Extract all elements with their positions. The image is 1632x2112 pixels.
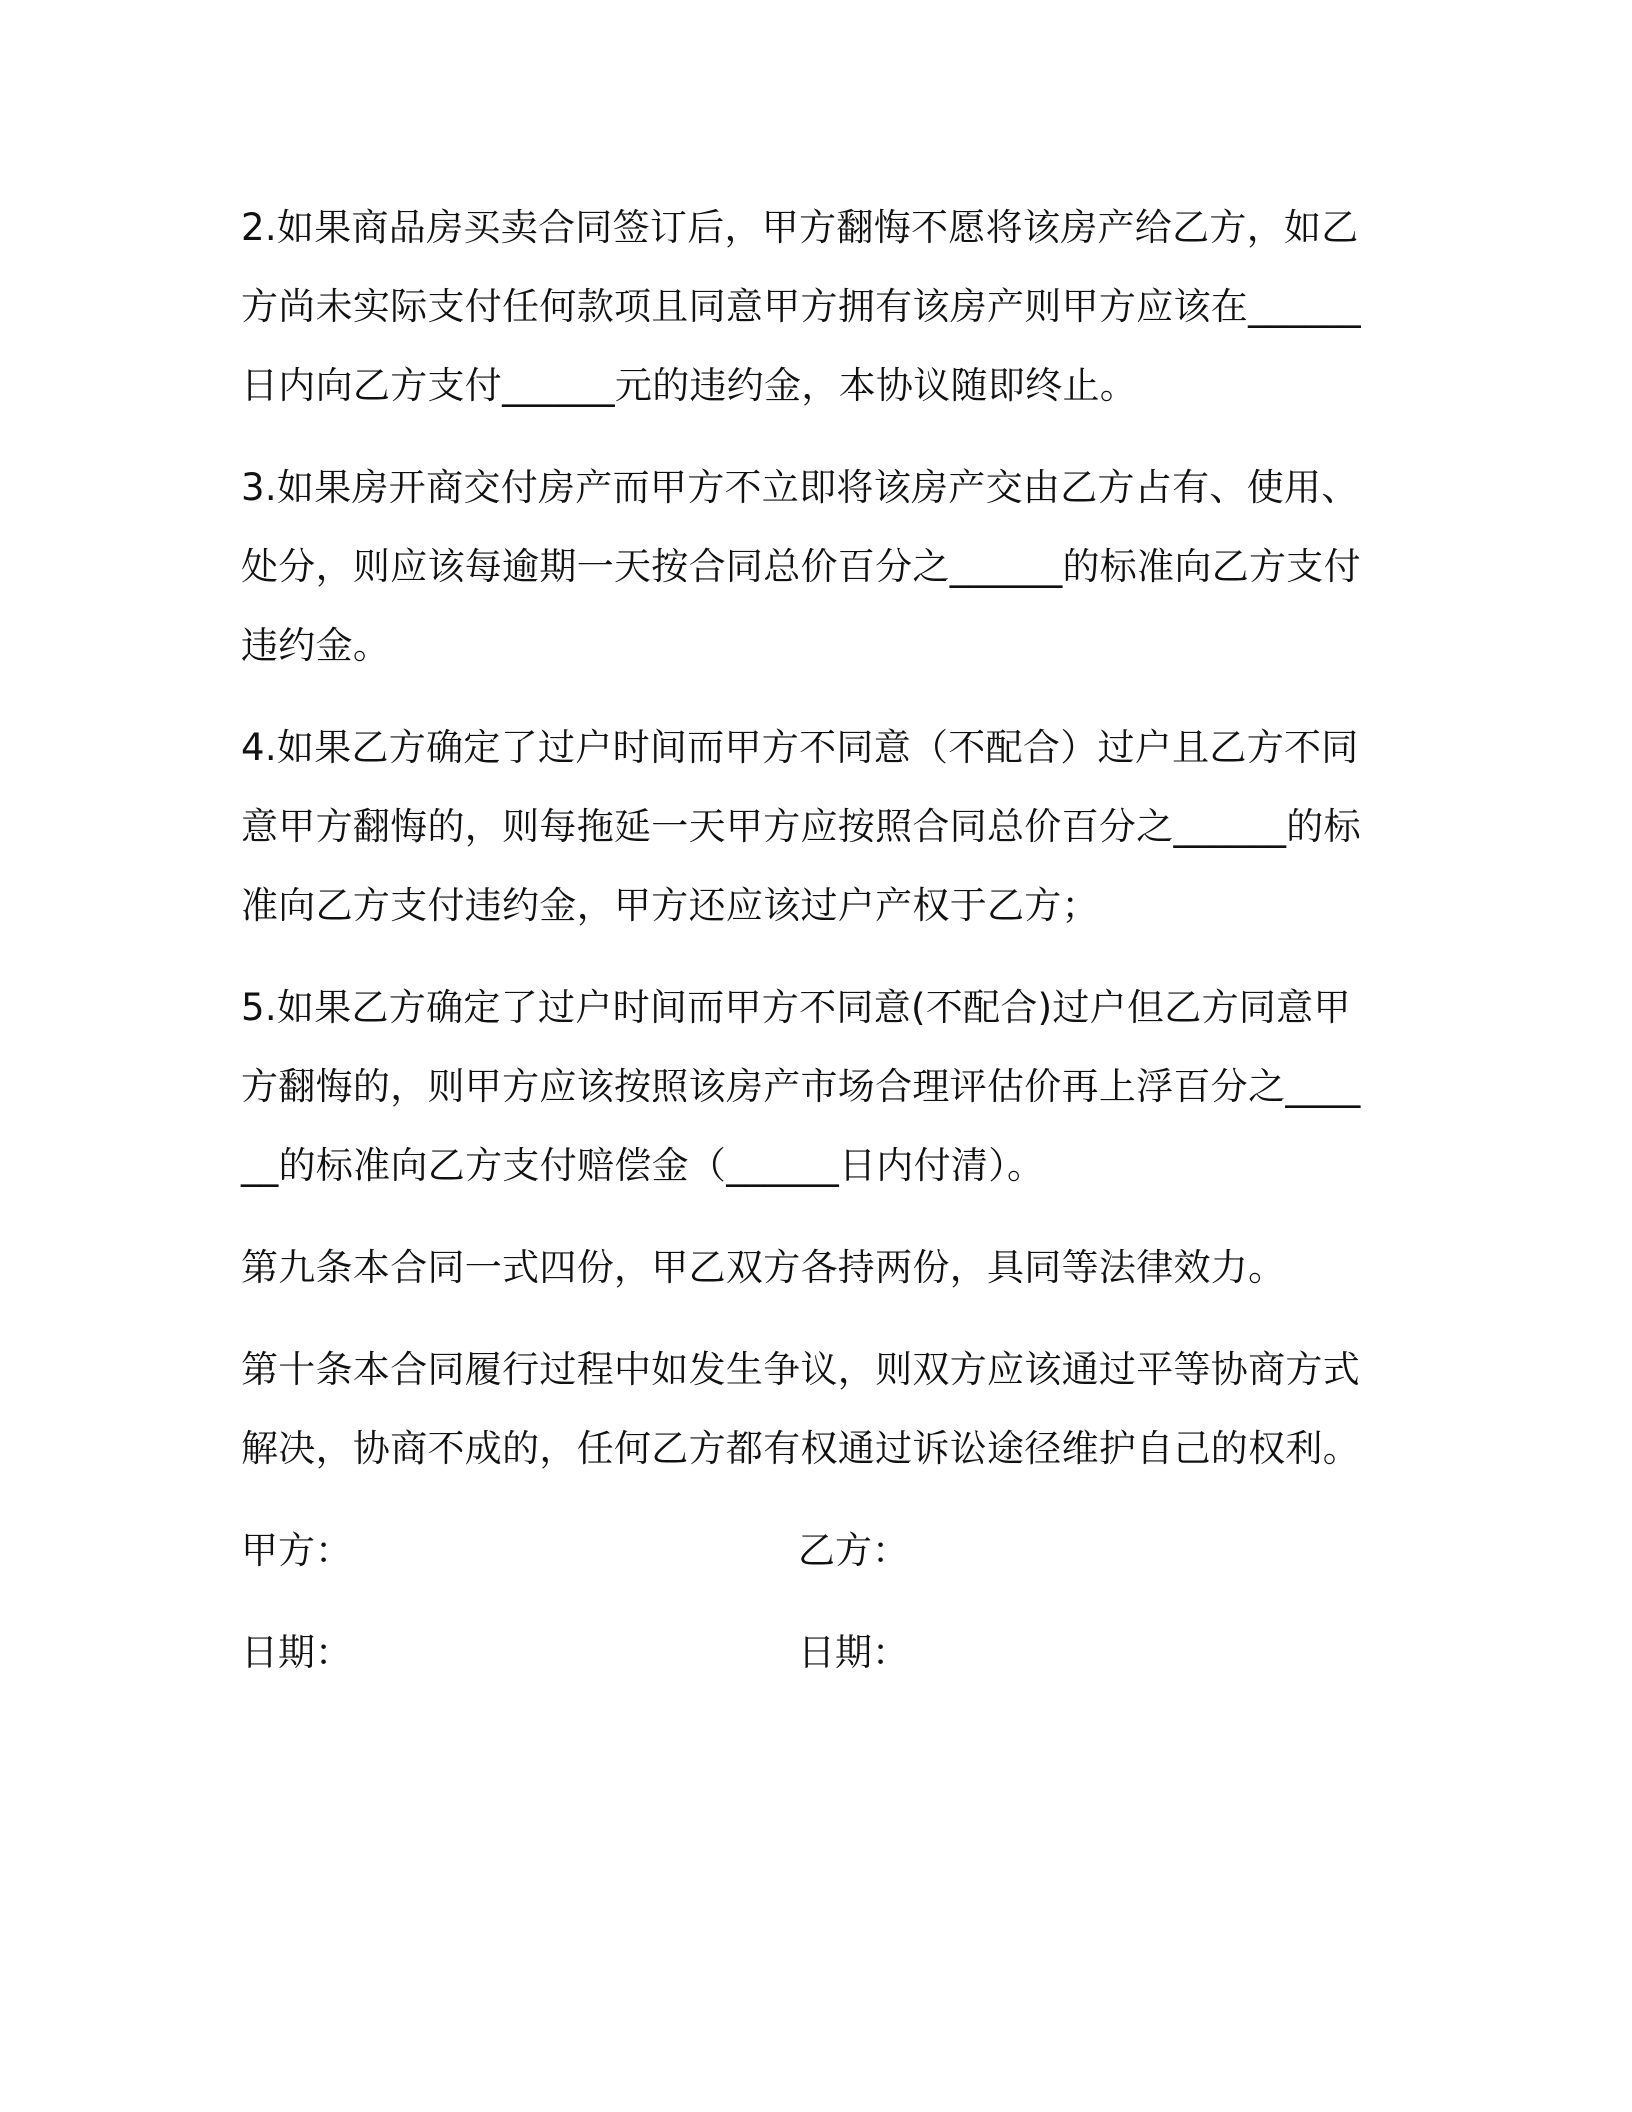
date-b-label: 日期： (798, 1631, 909, 1674)
clause-4-paragraph: 4.如果乙方确定了过户时间而甲方不同意（不配合）过户且乙方不同意甲方翻悔的，则每拖延一天甲方应按照合同总价百分之______的标准向乙方支付违约金，甲方还应该过户产权于乙方； (241, 726, 1361, 927)
party-b-label: 乙方： (798, 1529, 909, 1572)
clause-2-paragraph: 2.如果商品房买卖合同签订后，甲方翻悔不愿将该房产给乙方，如乙方尚未实际支付任何款项且同意甲方拥有该房产则甲方应该在______日内向乙方支付______元的违约金，本协议随即终止。 (241, 206, 1361, 407)
signature-date-row (241, 1613, 1371, 1692)
clause-5-paragraph: 5.如果乙方确定了过户时间而甲方不同意(不配合)过户但乙方同意甲方翻悔的，则甲方应该按照该房产市场合理评估价再上浮百分之______的标准向乙方支付赔偿金（______日内付清）。 (241, 986, 1361, 1187)
signature-party-row (241, 1511, 1371, 1590)
clause-3-paragraph: 3.如果房开商交付房产而甲方不立即将该房产交由乙方占有、使用、处分，则应该每逾期一天按合同总价百分之______的标准向乙方支付违约金。 (241, 466, 1361, 667)
party-a-label: 甲方： (241, 1529, 352, 1572)
article-10-paragraph: 第十条本合同履行过程中如发生争议，则双方应该通过平等协商方式解决，协商不成的，任何乙方都有权通过诉讼途径维护自己的权利。 (241, 1348, 1360, 1470)
date-a-label: 日期： (241, 1631, 352, 1674)
document-body (241, 188, 1371, 1692)
article-9-paragraph: 第九条本合同一式四份，甲乙双方各持两份，具同等法律效力。 (241, 1246, 1286, 1289)
